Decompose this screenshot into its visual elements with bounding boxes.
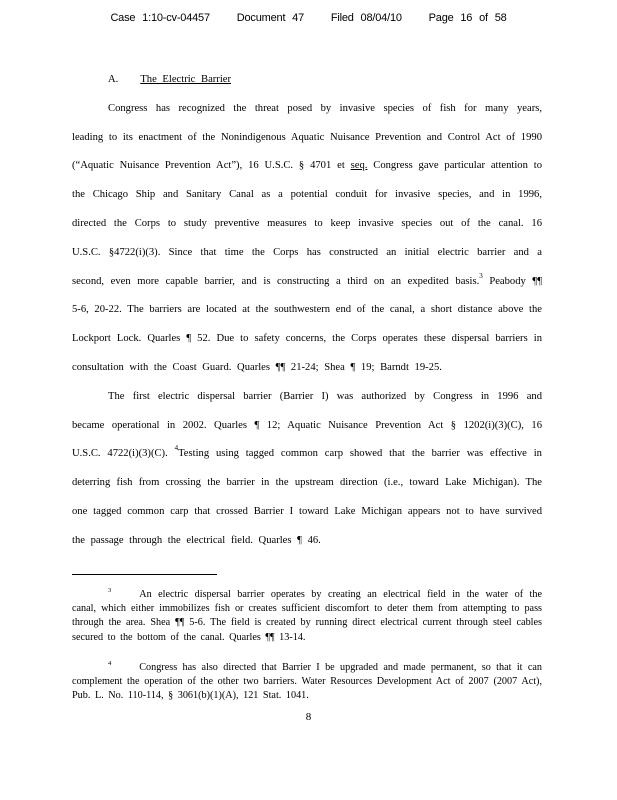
paragraph-1-text-a: Congress has recognized the threat posed by invasive species of fish for many years, leading to its enactment of the Nonindigenous Aquatic Nuisance Prevention and Control Act of 1990 (“Aquatic Nuisance Prevention Act”), 16 U.S.C. § 4701 et xyxy=(72,102,542,172)
paragraph-1-text-c: Peabody ¶¶ 5-6, 20-22. The barriers are located at the southwestern end of the canal, a short distance above the Lockport Lock. Quarles ¶ 52. Due to safety concerns, the Corps operates these dispersal barriers in consultation with the Coast Guard. Quarles ¶¶ 21-24; Shea ¶ 19; Barndt 19-25. xyxy=(72,275,542,373)
footnote-3 xyxy=(72,588,542,645)
case-number: Case 1:10-cv-04457 xyxy=(110,12,210,24)
page-of: Page 16 of 58 xyxy=(428,12,507,24)
paragraph-2 xyxy=(72,383,542,556)
section-heading xyxy=(72,66,542,95)
footnote-4 xyxy=(72,661,542,704)
body-text xyxy=(72,66,542,556)
section-letter: A. xyxy=(108,74,119,85)
document-number: Document 47 xyxy=(236,12,304,24)
footnote-number: 4 xyxy=(108,659,112,667)
paragraph-2-text-a: The first electric dispersal barrier (Barrier I) was authorized by Congress in 1996 and became operational in 2002. Quarles ¶ 12; Aquatic Nuisance Prevention Act § 1202(i)(3)(C), 16 U.S.C. 4722(i)(3)(C). xyxy=(72,390,542,460)
footnotes xyxy=(72,588,542,719)
filed-date: Filed 08/04/10 xyxy=(330,12,402,24)
footnote-ref-4[interactable]: 4 xyxy=(174,444,179,453)
footnote-divider xyxy=(72,574,217,575)
footnote-text: An electric dispersal barrier operates by creating an electrical field in the water of the canal, which either immobilizes fish or creates sufficient discomfort to deter them from attempting to pass through the area. Shea ¶¶ 5-6. The field is created by running direct electrical current through steel cables secured to the bottom of the canal. Quarles ¶¶ 13-14. xyxy=(72,589,542,643)
footnote-number: 3 xyxy=(108,587,112,594)
paragraph-1 xyxy=(72,95,542,383)
case-header xyxy=(0,12,617,24)
footnote-text: Congress has also directed that Barrier I be upgraded and made permanent, so that it can complement the operation of the other two barriers. Water Resources Development Act of 2007 (2007 Act), Pub. L. No. 110-114, § 3061(b)(1)(A), 121 Stat. 1041. xyxy=(72,661,542,702)
section-title: The Electric Barrier xyxy=(140,74,232,85)
footnote-ref-3[interactable]: 3 xyxy=(479,271,483,280)
page-number: 8 xyxy=(305,711,312,723)
paragraph-2-text-b: Testing using tagged common carp showed that the barrier was effective in deterring fish from crossing the barrier in the upstream direction (i.e., toward Lake Michigan). The one tagged common carp that crossed Barrier I toward Lake Michigan appears not to have survived the passage through the electrical field. Quarles ¶ 46. xyxy=(72,448,542,546)
et-seq: seq. xyxy=(350,160,368,172)
paragraph-1-text-b: Congress gave particular attention to the Chicago Ship and Sanitary Canal as a potential conduit for invasive species, and in 1996, directed the Corps to study preventive measures to keep invasive species out of the canal. 16 U.S.C. §4722(i)(3). Since that time the Corps has constructed an initial electric barrier and a second, even more capable barrier, and is constructing a third on an expedited basis. xyxy=(72,160,542,287)
